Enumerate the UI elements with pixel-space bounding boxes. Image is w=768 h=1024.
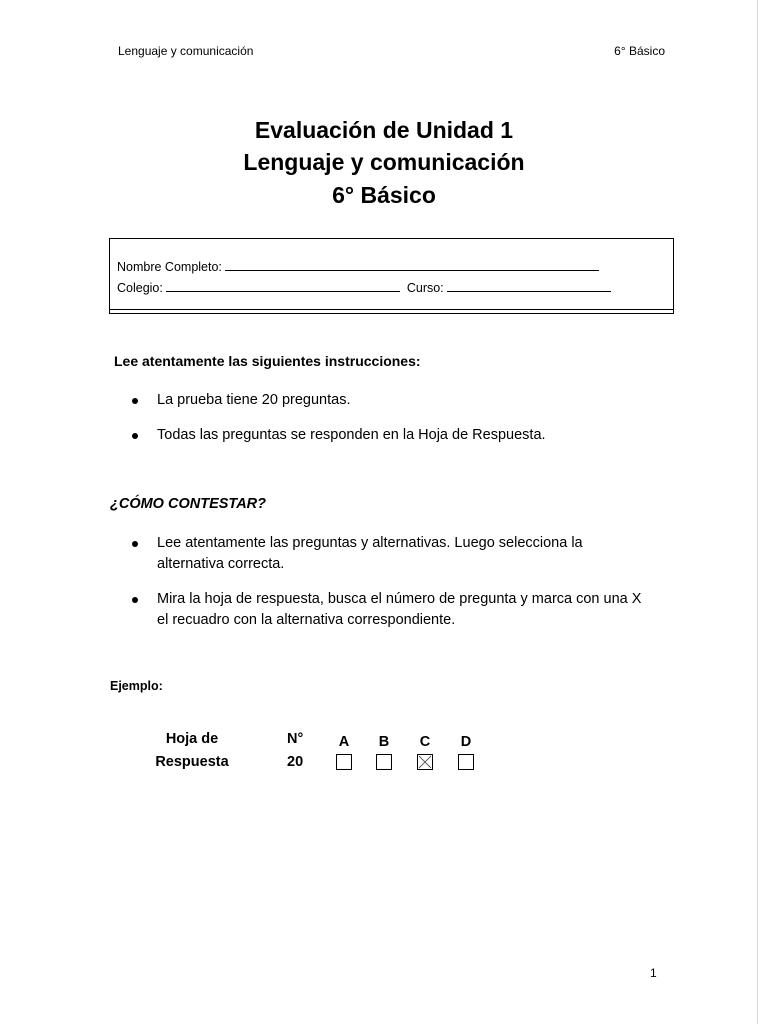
bullet-icon [132,398,138,404]
how-to-item: Lee atentamente las preguntas y alternativas. Luego selecciona la alternativa correcta. [132,533,652,574]
name-label: Nombre Completo: [117,260,222,274]
answer-sheet-label-1: Hoja de [165,731,219,747]
option-b-checkbox[interactable] [376,754,392,770]
option-c-label: C [419,734,431,750]
how-to-heading: ¿CÓMO CONTESTAR? [110,496,266,512]
instruction-item: La prueba tiene 20 preguntas. [132,390,652,411]
option-a-checkbox[interactable] [336,754,352,770]
instructions-heading: Lee atentamente las siguientes instrucciones: [114,353,421,369]
title-line-1: Evaluación de Unidad 1 [254,117,514,143]
question-number: 20 [287,754,304,770]
option-d-label: D [460,734,472,750]
bullet-icon [132,541,138,547]
option-d-checkbox[interactable] [458,754,474,770]
box-inner-rule [110,309,673,310]
name-field[interactable] [117,259,599,274]
school-course-field [117,280,611,295]
course-line[interactable] [447,280,611,292]
answer-sheet-label-2: Respuesta [155,754,229,770]
x-mark-icon [418,755,432,769]
page-number: 1 [650,966,657,980]
option-b-label: B [378,734,390,750]
example-label: Ejemplo: [110,679,163,693]
school-line[interactable] [166,280,400,292]
number-header: N° [287,731,304,747]
school-label: Colegio: [117,281,163,295]
option-a-label: A [338,734,350,750]
student-info-box [109,238,674,314]
title-line-2: Lenguaje y comunicación [243,149,525,175]
name-line[interactable] [225,259,599,271]
header-subject: Lenguaje y comunicación [118,44,254,58]
title-line-3: 6° Básico [332,182,436,208]
bullet-icon [132,433,138,439]
header-grade: 6° Básico [614,44,665,58]
option-c-checkbox[interactable] [417,754,433,770]
how-to-item: Mira la hoja de respuesta, busca el número de pregunta y marca con una X el recuadro con la alternativa correspondiente. [132,589,652,630]
course-label: Curso: [406,281,444,295]
instruction-item: Todas las preguntas se responden en la Hoja de Respuesta. [132,425,652,446]
bullet-icon [132,597,138,603]
